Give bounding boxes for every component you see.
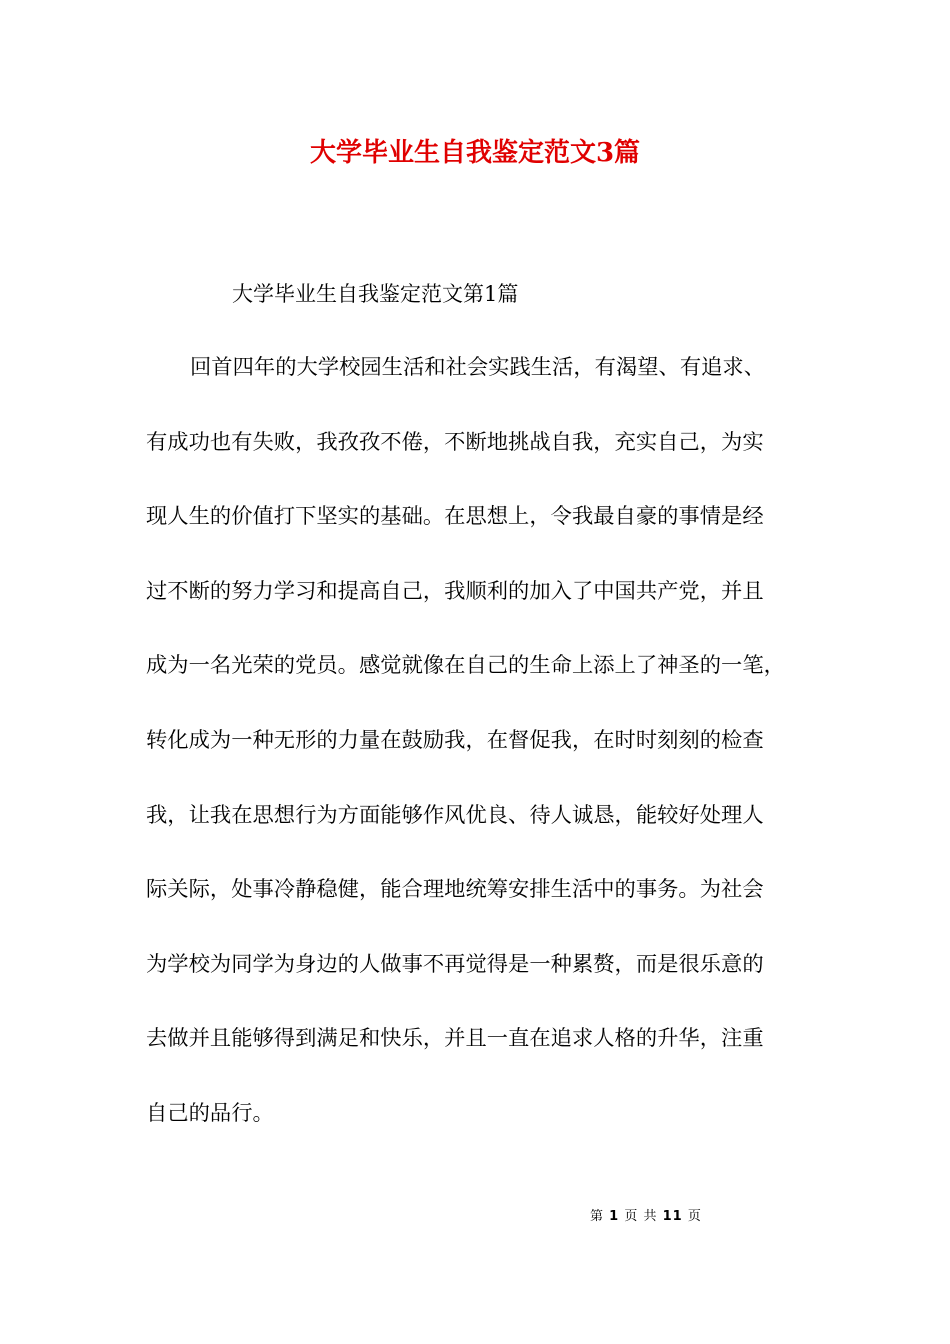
body-line: 去做并且能够得到满足和快乐，并且一直在追求人格的升华，注重 xyxy=(146,1026,764,1052)
body-line: 现人生的价值打下坚实的基础。在思想上，令我最自豪的事情是经 xyxy=(146,504,764,530)
body-text xyxy=(146,350,846,1171)
body-line: 转化成为一种无形的力量在鼓励我，在督促我，在时时刻刻的检查 xyxy=(146,727,764,753)
footer-total-pages: 11 xyxy=(662,1209,683,1224)
footer-suffix: 页 xyxy=(687,1209,702,1224)
body-line: 成为一名光荣的党员。感觉就像在自己的生命上添上了神圣的一笔， xyxy=(146,653,785,679)
page-footer xyxy=(590,1205,702,1229)
footer-prefix: 第 xyxy=(590,1209,605,1224)
document-title: 大学毕业生自我鉴定范文3篇 xyxy=(309,138,641,168)
section-heading: 大学毕业生自我鉴定范文第1篇 xyxy=(232,282,519,306)
body-line: 过不断的努力学习和提高自己，我顺利的加入了中国共产党，并且 xyxy=(146,578,764,604)
footer-middle: 页 共 xyxy=(624,1209,658,1224)
body-line: 为学校为同学为身边的人做事不再觉得是一种累赘，而是很乐意的 xyxy=(146,951,764,977)
footer-page-number: 1 xyxy=(609,1209,620,1224)
body-line: 我，让我在思想行为方面能够作风优良、待人诚恳，能较好处理人 xyxy=(146,802,764,828)
body-line: 回首四年的大学校园生活和社会实践生活，有渴望、有追求、 xyxy=(190,355,766,380)
body-line: 自己的品行。 xyxy=(146,1100,274,1126)
body-line: 有成功也有失败，我孜孜不倦，不断地挑战自我，充实自己，为实 xyxy=(146,429,764,455)
body-line: 际关际，处事冷静稳健，能合理地统筹安排生活中的事务。为社会 xyxy=(146,877,764,903)
